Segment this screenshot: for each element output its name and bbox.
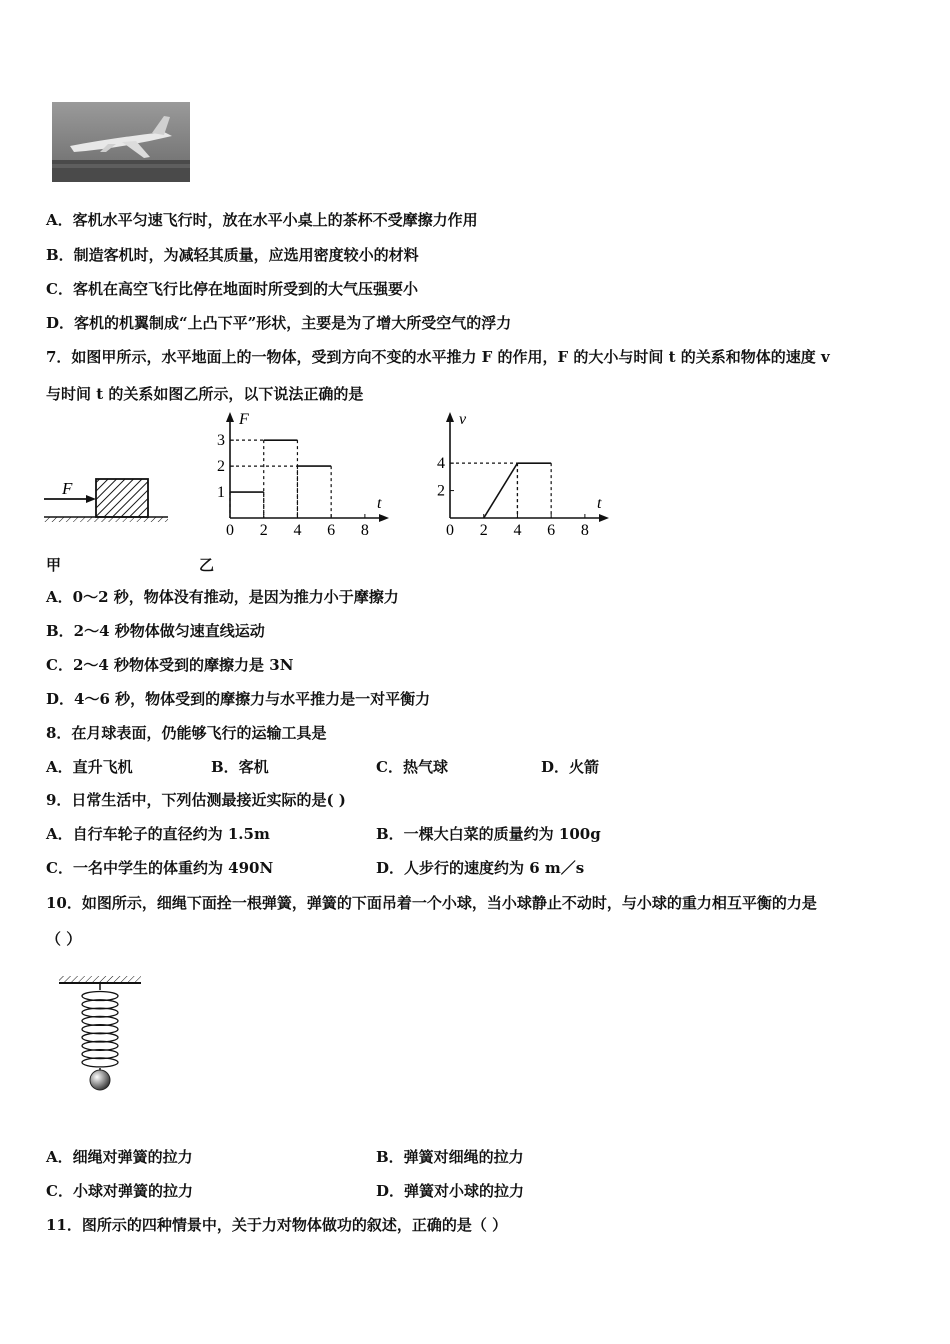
q9-stem: 9．日常生活中，下列估测最接近实际的是( ) xyxy=(46,791,346,809)
q9-option-c[interactable]: C．一名中学生的体重约为 490N xyxy=(46,859,274,877)
q6-option-c[interactable]: C．客机在高空飞行比停在地面时所受到的大气压强要小 xyxy=(46,280,418,298)
q8-option-b[interactable]: B．客机 xyxy=(211,758,269,776)
x-tick-label: 0 xyxy=(226,522,234,539)
q8-option-c[interactable]: C．热气球 xyxy=(376,758,448,776)
y-tick-label: 4 xyxy=(437,455,445,473)
q8-option-a[interactable]: A．直升飞机 xyxy=(46,758,133,776)
q7-option-c[interactable]: C．2～4 秒物体受到的摩擦力是 3N xyxy=(46,656,294,674)
q10-option-d[interactable]: D．弹簧对小球的拉力 xyxy=(376,1182,525,1200)
x-tick-label: 8 xyxy=(360,522,369,539)
q7-option-d[interactable]: D．4～6 秒，物体受到的摩擦力与水平推力是一对平衡力 xyxy=(46,690,431,708)
q7-stem-line1: 7．如图甲所示，水平地面上的一物体，受到方向不变的水平推力 F 的作用，F 的大小与时间 t 的关系和物体的速度 v xyxy=(46,348,830,366)
y-axis-arrow xyxy=(226,412,234,422)
x-tick-label: 2 xyxy=(479,522,488,539)
y-tick-label: 3 xyxy=(217,432,225,450)
label-yi: 乙 xyxy=(199,556,215,574)
q11-stem: 11．图所示的四种情景中，关于力对物体做功的叙述，正确的是（ ） xyxy=(46,1216,508,1234)
y-axis-arrow xyxy=(446,412,454,422)
y-tick-label: 1 xyxy=(217,484,225,502)
x-tick-label: 4 xyxy=(293,522,302,539)
x-axis-label: t xyxy=(377,495,382,512)
airplane-photo xyxy=(52,102,190,182)
q6-option-d[interactable]: D．客机的机翼制成“上凸下平”形状，主要是为了增大所受空气的浮力 xyxy=(46,314,512,332)
x-tick-label: 6 xyxy=(327,522,336,539)
x-tick-label: 8 xyxy=(580,522,589,539)
q7-option-b[interactable]: B．2～4 秒物体做匀速直线运动 xyxy=(46,622,265,640)
q6-option-b[interactable]: B．制造客机时，为减轻其质量，应选用密度较小的材料 xyxy=(46,246,419,264)
block-diagram xyxy=(40,470,175,525)
x-tick-label: 2 xyxy=(259,522,268,539)
q9-option-a[interactable]: A．自行车轮子的直径约为 1.5m xyxy=(46,825,270,843)
x-axis-label: t xyxy=(597,495,602,512)
q8-option-d[interactable]: D．火箭 xyxy=(541,758,600,776)
q8-stem: 8．在月球表面，仍能够飞行的运输工具是 xyxy=(46,724,327,742)
q9-option-b[interactable]: B．一棵大白菜的质量约为 100g xyxy=(376,825,601,843)
x-tick-label: 6 xyxy=(547,522,556,539)
q10-stem-line2: （ ） xyxy=(46,930,82,948)
q6-option-a[interactable]: A．客机水平匀速飞行时，放在水平小桌上的茶杯不受摩擦力作用 xyxy=(46,211,478,229)
q9-option-d[interactable]: D．人步行的速度约为 6 m／s xyxy=(376,859,585,877)
q7-stem-line2: 与时间 t 的关系如图乙所示，以下说法正确的是 xyxy=(46,385,364,403)
x-tick-label: 4 xyxy=(513,522,522,539)
ball xyxy=(90,1070,110,1090)
v-t-chart xyxy=(430,410,610,540)
x-tick-label: 0 xyxy=(446,522,454,539)
q7-option-a[interactable]: A．0～2 秒，物体没有推动，是因为推力小于摩擦力 xyxy=(46,588,399,606)
block xyxy=(96,479,148,517)
q10-option-a[interactable]: A．细绳对弹簧的拉力 xyxy=(46,1148,193,1166)
x-axis-arrow xyxy=(379,514,389,522)
y-axis-label: F xyxy=(239,411,249,428)
y-axis-label: v xyxy=(459,411,467,428)
force-label: F xyxy=(62,479,73,498)
spring-diagram xyxy=(55,970,145,1095)
f-t-chart xyxy=(210,410,390,540)
y-tick-label: 2 xyxy=(437,482,445,500)
x-axis-arrow xyxy=(599,514,609,522)
y-tick-label: 2 xyxy=(217,458,225,476)
label-jia: 甲 xyxy=(46,556,62,574)
q10-stem-line1: 10．如图所示，细绳下面拴一根弹簧，弹簧的下面吊着一个小球，当小球静止不动时，与小球的重力相互平衡的力是 xyxy=(46,894,817,912)
q10-option-c[interactable]: C．小球对弹簧的拉力 xyxy=(46,1182,193,1200)
q10-option-b[interactable]: B．弹簧对细绳的拉力 xyxy=(376,1148,524,1166)
data-segment-0 xyxy=(484,463,518,518)
